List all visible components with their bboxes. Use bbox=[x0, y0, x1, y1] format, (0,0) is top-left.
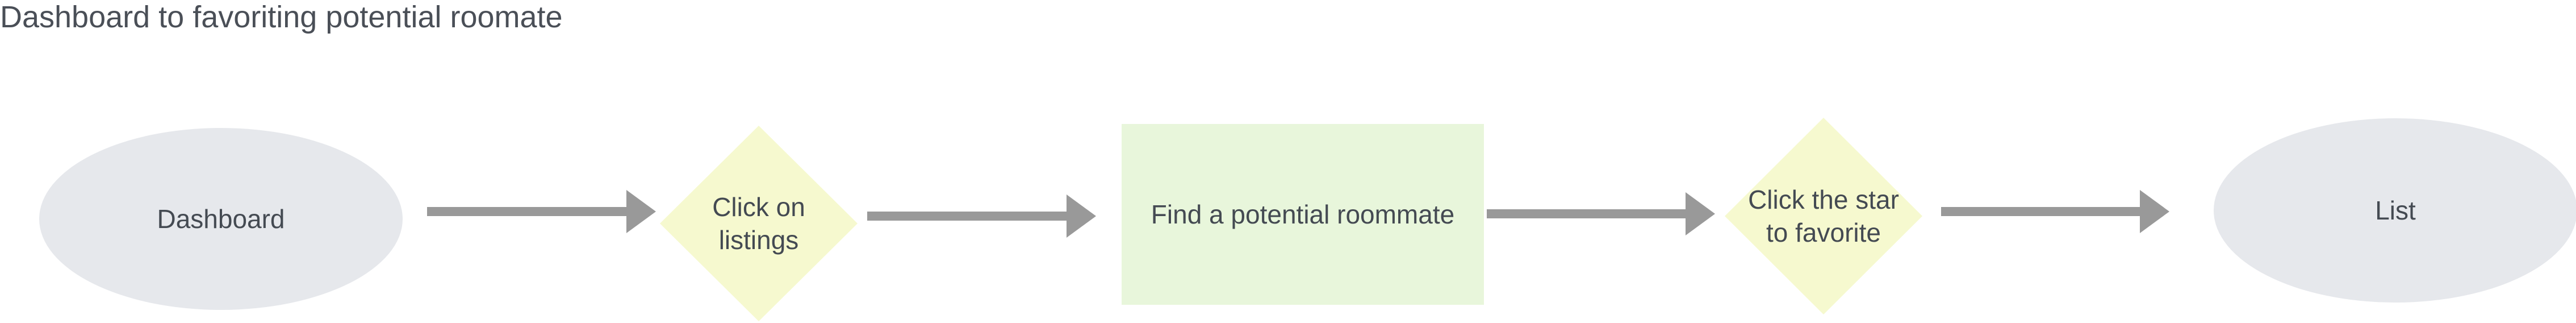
decision-shape bbox=[660, 126, 858, 321]
node-dashboard bbox=[39, 128, 403, 310]
node-label: Dashboard bbox=[157, 204, 285, 234]
decision-shape bbox=[1725, 118, 1922, 314]
arrow-head bbox=[2140, 190, 2169, 233]
arrow-head bbox=[626, 190, 656, 233]
node-label: List bbox=[2375, 196, 2416, 225]
diagram-title: Dashboard to favoriting potential roomate bbox=[0, 0, 563, 34]
node-find-roommate bbox=[1122, 124, 1484, 305]
node-click-listings bbox=[660, 126, 858, 321]
arrow-click-star-to-list bbox=[1941, 190, 2169, 233]
node-click-star bbox=[1725, 118, 1922, 314]
node-label: Click the star bbox=[1748, 185, 1899, 214]
node-label: Click on bbox=[712, 192, 805, 222]
node-list bbox=[2214, 118, 2576, 303]
arrow-dashboard-to-click-listings bbox=[427, 190, 656, 233]
arrow-head bbox=[1686, 192, 1715, 235]
node-label: to favorite bbox=[1766, 218, 1881, 247]
arrow-click-listings-to-find-roommate bbox=[867, 194, 1096, 238]
arrow-head bbox=[1067, 194, 1096, 238]
node-label: listings bbox=[718, 225, 799, 255]
arrow-find-roommate-to-click-star bbox=[1487, 192, 1715, 235]
node-label: Find a potential roommate bbox=[1151, 200, 1455, 229]
